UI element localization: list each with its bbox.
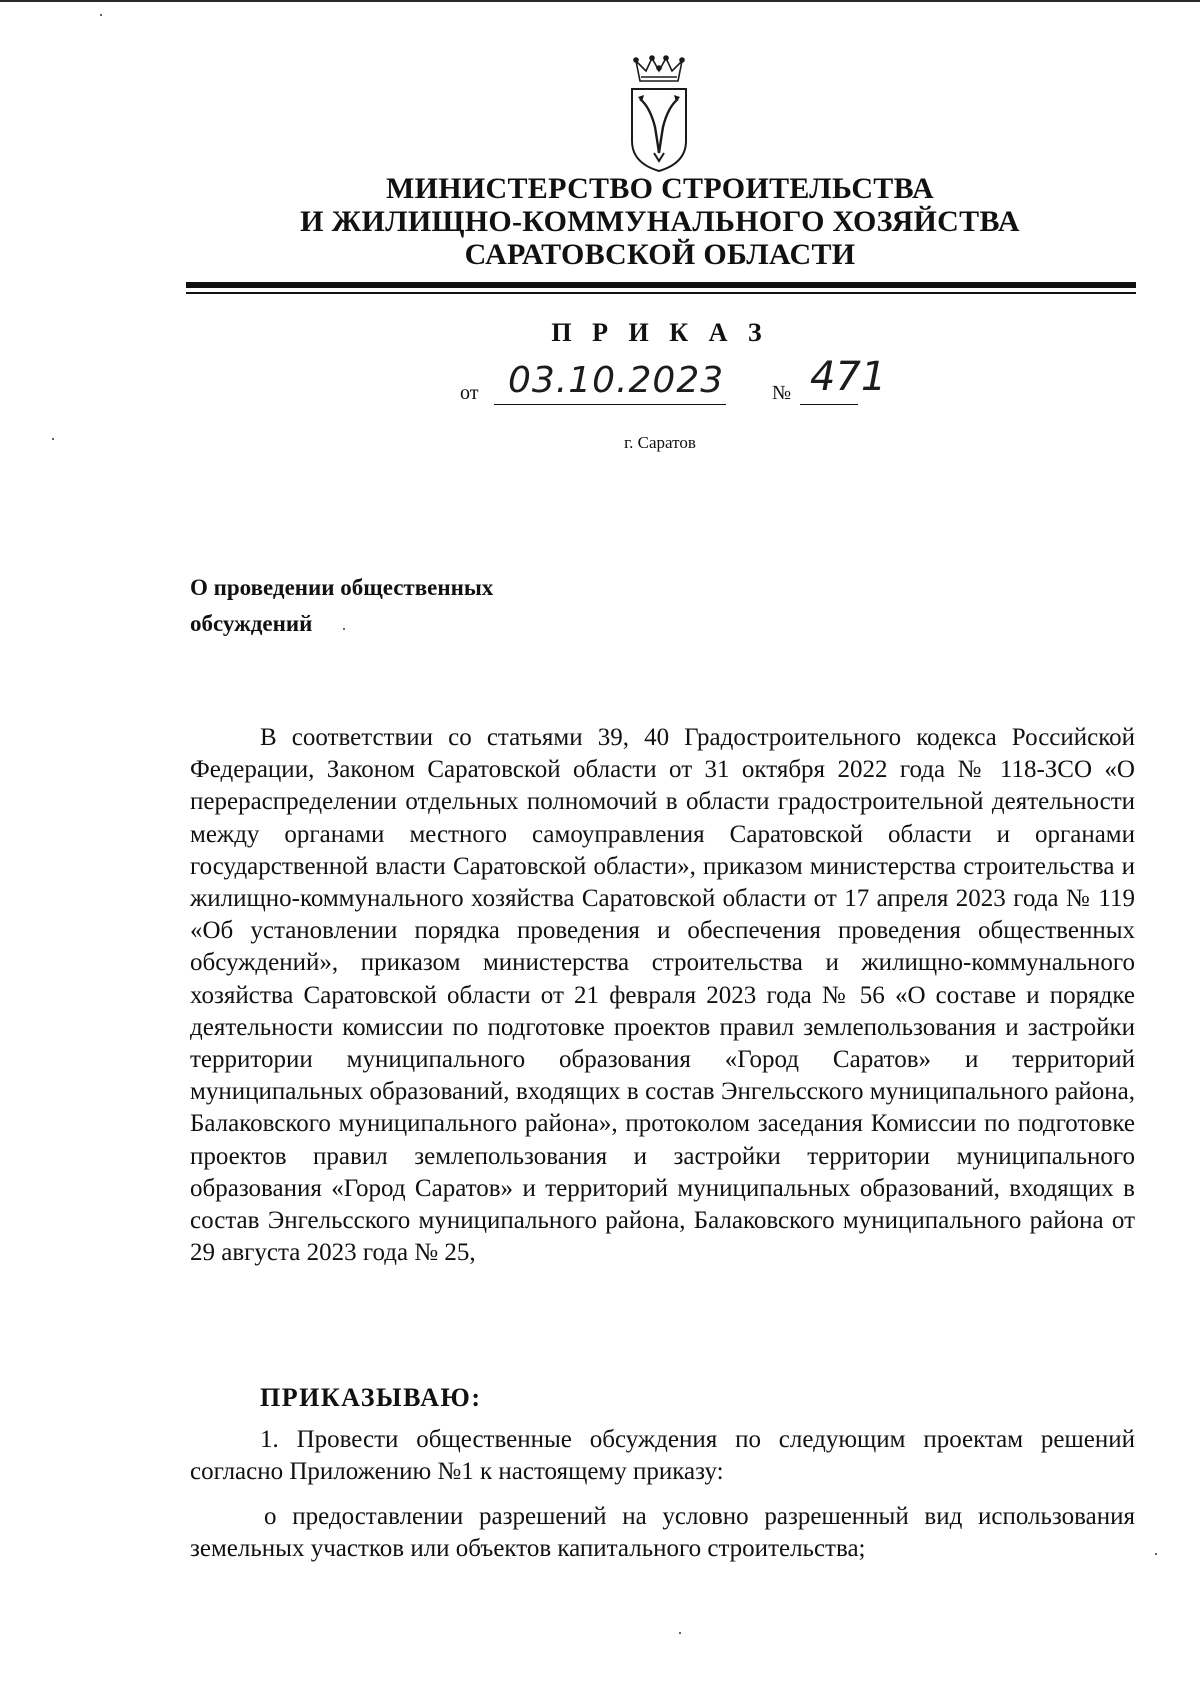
order-item-1: 1. Провести общественные обсуждения по следующим проектам решений согласно Приложению №1 к настоящему приказу:	[190, 1426, 1135, 1486]
ministry-name-line-1: МИНИСТЕРСТВО СТРОИТЕЛЬСТВА	[385, 172, 935, 205]
date-underline	[494, 404, 726, 405]
document-type-title: П Р И К А З	[551, 318, 769, 347]
subject-line-2: обсуждений	[190, 611, 313, 636]
coat-of-arms-emblem	[626, 55, 692, 173]
preamble-paragraph: В соответствии со статьями 39, 40 Градостроительного кодекса Российской Федерации, Законом Саратовской области от 31 октября 2022 года № 118-ЗСО «О перераспределении отдельных полномочий в области градостроительной деятельности между органами местного самоуправления Саратовской области и органами государственной власти Саратовской области», приказом министерства строительства и жилищно-коммунального хозяйства Саратовской области от 17 апреля 2023 года № 119 «Об установлении порядка проведения и обеспечения проведения общественных обсуждений», приказом министерства строительства и жилищно-коммунального хозяйства Саратовской области от 21 февраля 2023 года № 56 «О составе и порядке деятельности комиссии по подготовке проектов правил землепользования и застройки территории муниципального образования «Город Саратов» и территорий муниципальных образований, входящих в состав Энгельсского муниципального района, Балаковского муниципального района», протоколом заседания Комиссии по подготовке проектов правил землепользования и застройки территории муниципального образования «Город Саратов» и территорий муниципальных образований, входящих в состав Энгельсского муниципального района, Балаковского муниципального района от 29 августа 2023 года № 25,	[190, 724, 1135, 1267]
ministry-name	[0, 172, 1200, 271]
ministry-name-line-3: САРАТОВСКОЙ ОБЛАСТИ	[464, 238, 856, 271]
number-prefix: №	[772, 382, 792, 404]
preamble-block	[190, 722, 1135, 1269]
handwritten-date: 03.10.2023	[508, 360, 725, 401]
handwritten-number: 471	[810, 354, 887, 400]
date-number-line	[460, 354, 940, 410]
scan-top-edge	[0, 0, 1200, 2]
header-divider-thin	[186, 292, 1136, 294]
scan-speck	[343, 628, 345, 630]
orders-heading: ПРИКАЗЫВАЮ:	[260, 1383, 482, 1412]
document-subject	[190, 570, 493, 642]
subject-line-1: О проведении общественных	[190, 575, 494, 600]
scan-speck	[52, 438, 54, 440]
number-underline	[800, 404, 858, 405]
ministry-name-line-2: И ЖИЛИЩНО-КОММУНАЛЬНОГО ХОЗЯЙСТВА	[300, 205, 1020, 238]
orders-section	[190, 1382, 1135, 1565]
issue-city: г. Саратов	[624, 433, 696, 452]
scan-speck	[1155, 1553, 1157, 1555]
scan-speck	[679, 1632, 681, 1634]
scan-speck	[100, 14, 102, 16]
order-item-1-bullet: о предоставлении разрешений на условно разрешенный вид использования земельных участков или объектов капитального строительства;	[190, 1502, 1135, 1562]
header-divider-thick	[186, 282, 1136, 288]
date-prefix: от	[460, 382, 479, 404]
